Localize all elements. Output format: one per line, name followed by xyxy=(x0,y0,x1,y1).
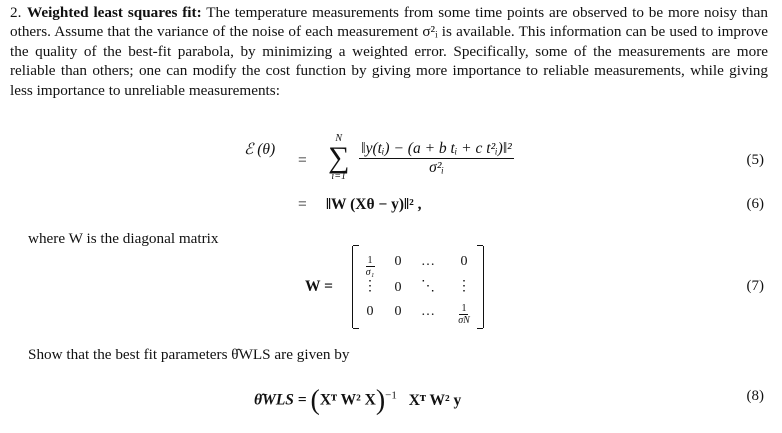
problem-number: 2. xyxy=(10,4,22,21)
eq8-inner: Xᵀ W² X xyxy=(319,391,376,409)
cell-r3c2: 0 xyxy=(394,304,402,319)
cell-r1c4: 0 xyxy=(460,254,468,269)
cell-r1c1-den: σ₁ xyxy=(365,267,375,278)
problem-intro: The temperature measurements from some time points are observed to be more noisy than others. Assume that the variance of the noise of each measurement σ²ᵢ is available. This information can be used to improve the quality of the best-fit parabola, by minimizing a weighted error. Specifically, some of the measurements are more reliable than others; one can modify the cost function by giving more importance to reliable measurements, while giving less importance to unreliable measurements: xyxy=(10,4,768,99)
summation xyxy=(328,134,349,182)
cell-r3c4 xyxy=(447,300,481,326)
eq5-rhs xyxy=(322,134,514,182)
eq8-lhs: θ̂WLS = xyxy=(254,391,307,409)
cell-r2c3: ⋱ xyxy=(421,279,435,294)
eq5-equals: = xyxy=(298,152,307,169)
diagonal-matrix xyxy=(352,246,484,328)
left-paren: ( xyxy=(310,385,320,416)
cell-r1c1-num: 1 xyxy=(367,255,373,266)
equation-5 xyxy=(244,140,275,159)
eq5-lhs: ℰ (θ) xyxy=(244,141,276,158)
cell-r3c4-num: 1 xyxy=(461,303,467,314)
cell-r2c2: 0 xyxy=(394,280,402,295)
sigma-symbol: ∑ xyxy=(328,141,350,174)
cell-r2c4: ⋮ xyxy=(457,279,471,294)
where-text: where W is the diagonal matrix xyxy=(28,230,219,247)
eq6-rhs: ‖W (Xθ − y)‖² , xyxy=(326,196,422,213)
sum-lower: i=1 xyxy=(331,171,346,182)
eq7-lhs: W = xyxy=(305,278,333,295)
sum-upper: N xyxy=(335,133,343,144)
eq5-numerator: ‖y(tᵢ) − (a + b tᵢ + c t²ᵢ)‖² xyxy=(361,139,512,157)
eq7-number: (7) xyxy=(746,278,764,294)
eq8-rest: Xᵀ W² y xyxy=(408,391,462,409)
equation-8 xyxy=(254,385,461,417)
eq5-fraction xyxy=(359,140,514,177)
problem-title: Weighted least squares fit: xyxy=(27,4,202,21)
eq5-denominator: σ²ᵢ xyxy=(429,158,444,176)
problem-paragraph xyxy=(10,3,768,100)
cell-r3c1: 0 xyxy=(366,304,374,319)
cell-r2c1: ⋮ xyxy=(363,279,377,294)
cell-r1c3: … xyxy=(421,254,435,269)
eq8-exponent: −1 xyxy=(385,389,397,402)
right-paren: ) xyxy=(375,385,386,416)
cell-r3c4-den: σN xyxy=(458,315,470,326)
cell-r3c3: … xyxy=(421,304,435,319)
eq5-number: (5) xyxy=(746,152,764,168)
eq6-equals: = xyxy=(298,196,307,213)
cell-r1c2: 0 xyxy=(394,254,402,269)
show-text: Show that the best fit parameters θ̂WLS are given by xyxy=(28,346,350,363)
eq8-number: (8) xyxy=(746,388,764,404)
eq6-number: (6) xyxy=(746,196,764,212)
